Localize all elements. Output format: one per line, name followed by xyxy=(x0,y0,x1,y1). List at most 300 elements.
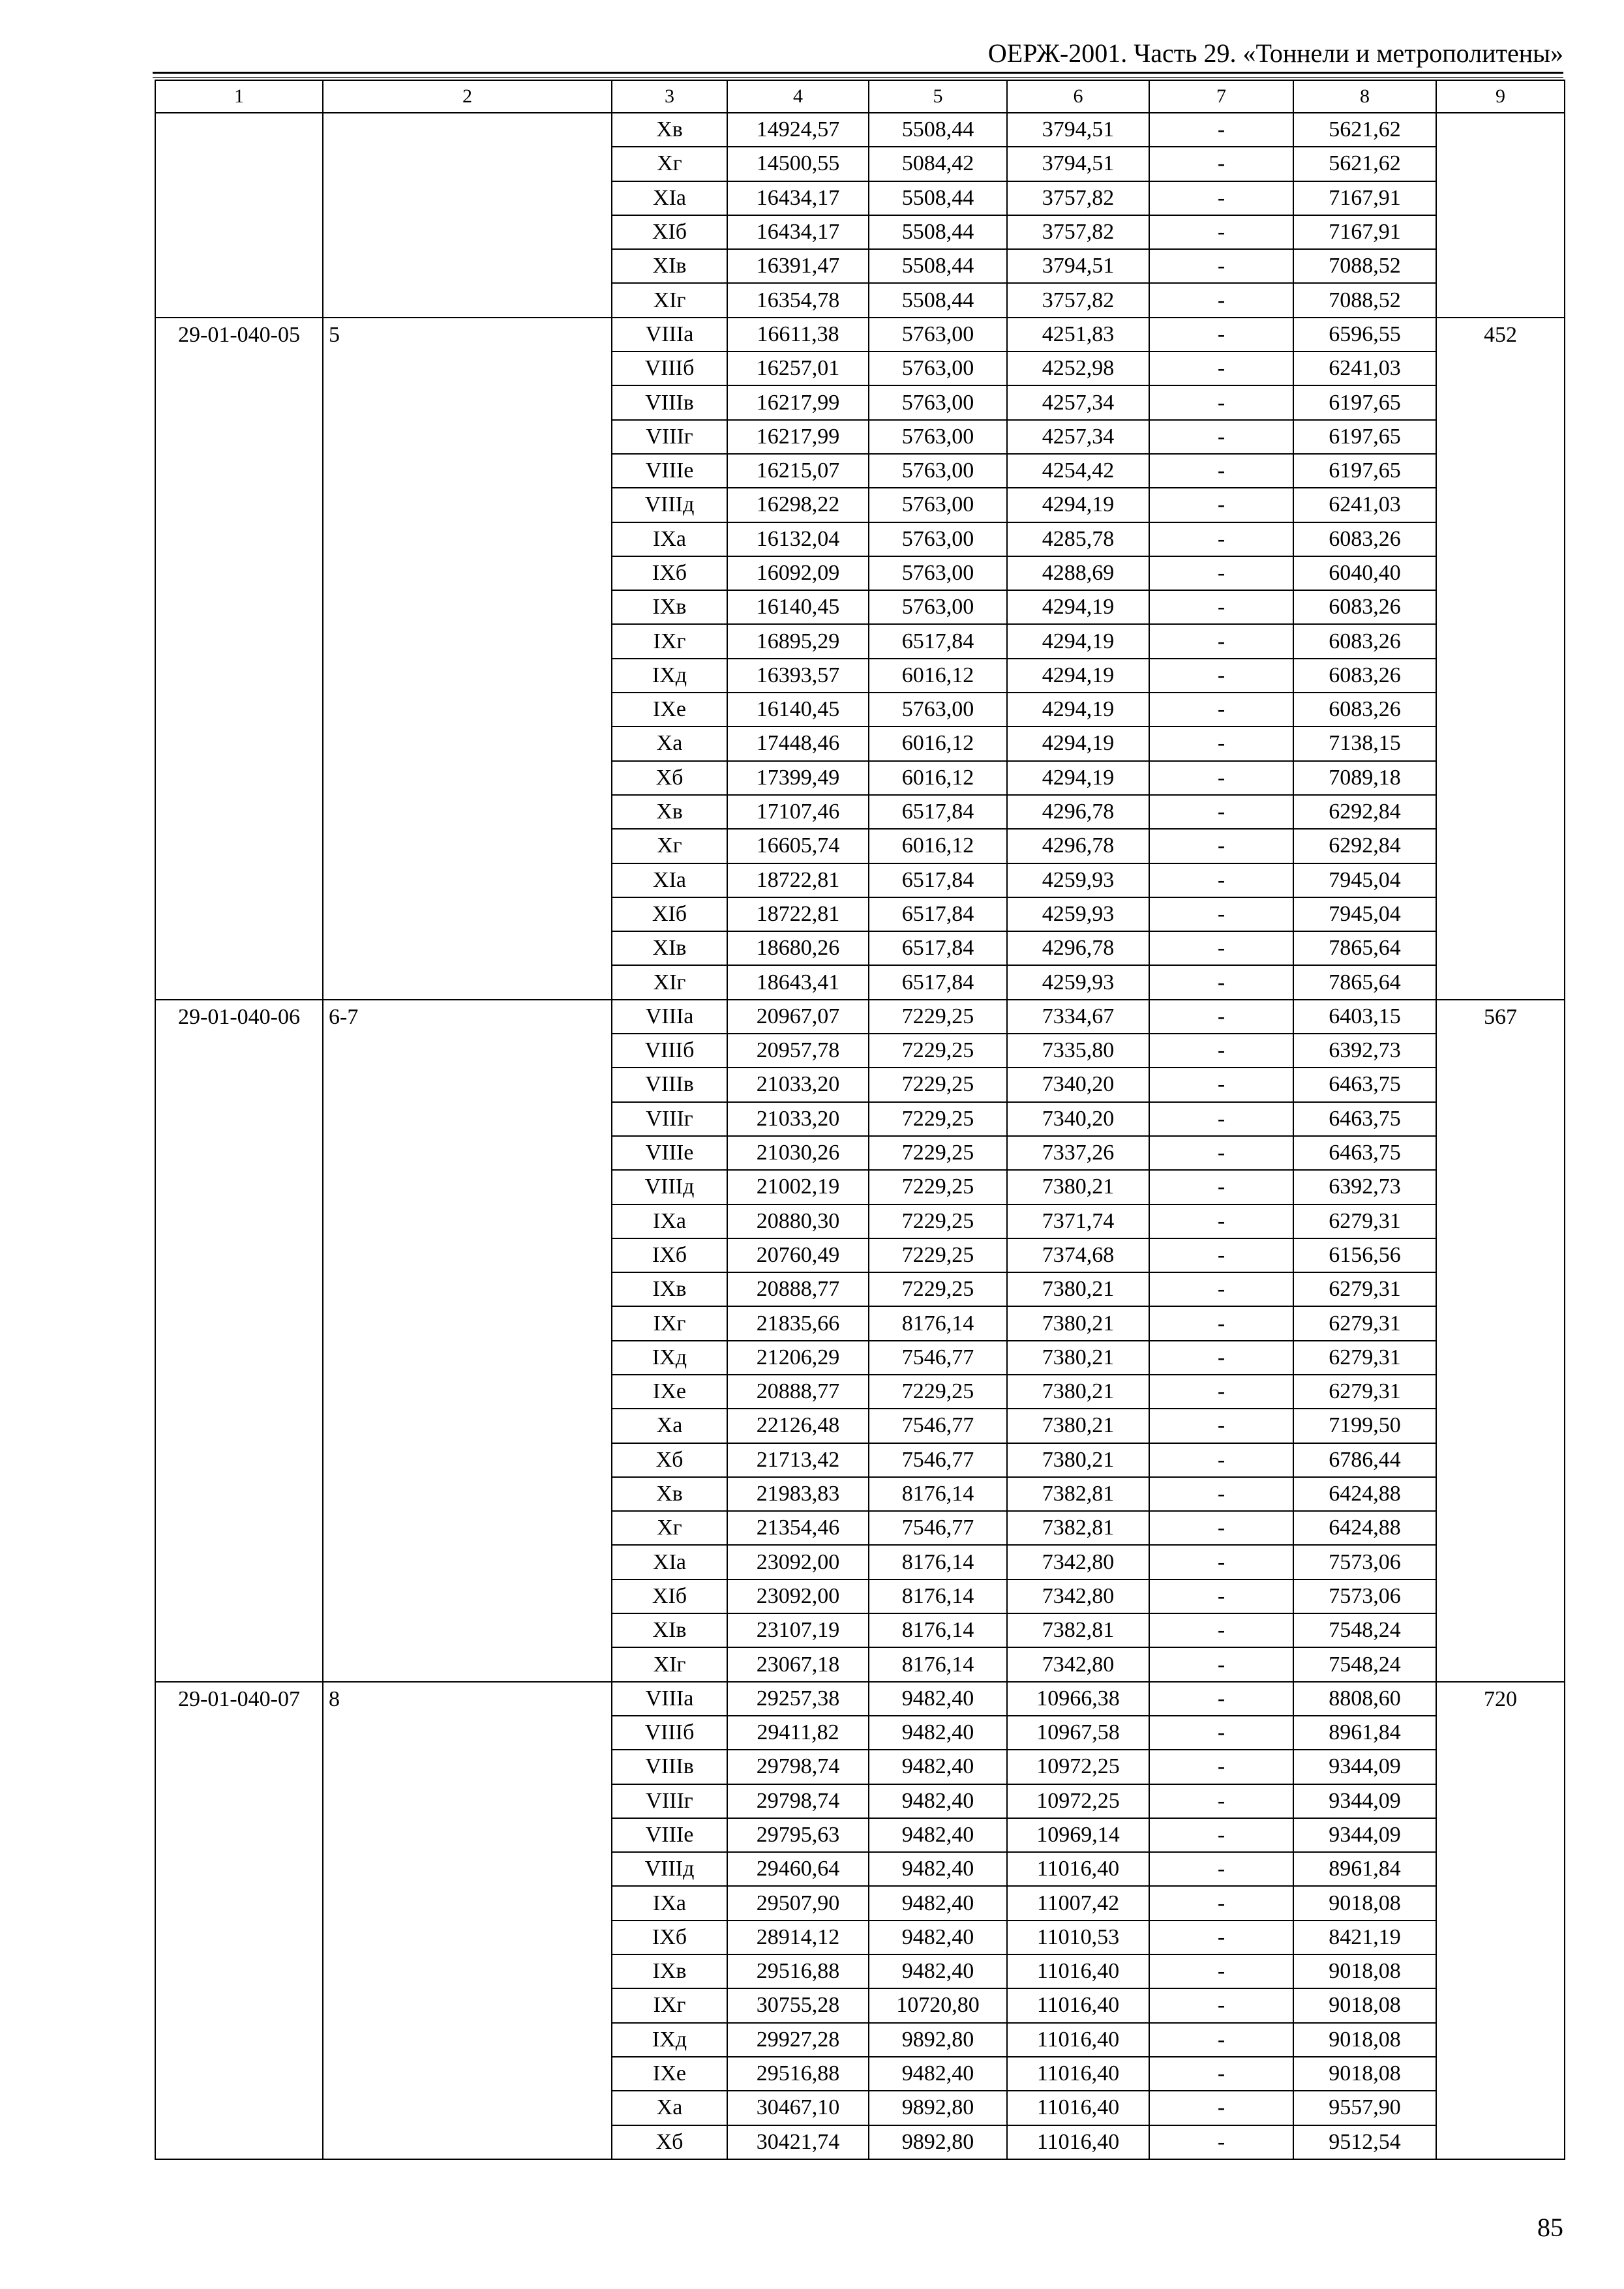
total-cost-cell: 18680,26 xyxy=(727,931,869,965)
machine-cost-cell: 10969,14 xyxy=(1007,1818,1149,1852)
header-rule-thin xyxy=(153,77,1563,78)
wages-cell: 8176,14 xyxy=(869,1647,1007,1681)
category-cell: IХб xyxy=(612,1238,727,1272)
total-cost-cell: 29411,82 xyxy=(727,1716,869,1750)
machine-cost-cell: 10972,25 xyxy=(1007,1750,1149,1784)
wages-cell: 6517,84 xyxy=(869,931,1007,965)
materials-cell: 7089,18 xyxy=(1293,761,1436,795)
category-cell: ХIа xyxy=(612,863,727,897)
materials-cell: 7865,64 xyxy=(1293,931,1436,965)
wages-cell: 5508,44 xyxy=(869,283,1007,317)
machine-cost-cell: 3794,51 xyxy=(1007,249,1149,283)
total-cost-cell: 16393,57 xyxy=(727,659,869,693)
category-cell: VIIIа xyxy=(612,1682,727,1716)
machinist-wages-cell: - xyxy=(1149,1409,1293,1443)
machine-cost-cell: 7382,81 xyxy=(1007,1613,1149,1647)
wages-cell: 7229,25 xyxy=(869,1102,1007,1136)
materials-cell: 6392,73 xyxy=(1293,1034,1436,1068)
category-cell: VIIIд xyxy=(612,488,727,522)
machine-cost-cell: 7380,21 xyxy=(1007,1272,1149,1306)
machinist-wages-cell: - xyxy=(1149,1784,1293,1818)
materials-cell: 9557,90 xyxy=(1293,2091,1436,2125)
total-cost-cell: 21354,46 xyxy=(727,1511,869,1545)
machine-cost-cell: 11010,53 xyxy=(1007,1921,1149,1954)
total-cost-cell: 16217,99 xyxy=(727,420,869,454)
category-cell: IХг xyxy=(612,1988,727,2022)
machine-cost-cell: 11007,42 xyxy=(1007,1886,1149,1920)
machinist-wages-cell: - xyxy=(1149,1238,1293,1272)
total-cost-cell: 29257,38 xyxy=(727,1682,869,1716)
total-cost-cell: 16605,74 xyxy=(727,829,869,863)
materials-cell: 6292,84 xyxy=(1293,829,1436,863)
materials-cell: 9512,54 xyxy=(1293,2125,1436,2159)
machine-cost-cell: 11016,40 xyxy=(1007,1988,1149,2022)
total-cost-cell: 17448,46 xyxy=(727,726,869,760)
materials-cell: 6786,44 xyxy=(1293,1443,1436,1477)
materials-cell: 7167,91 xyxy=(1293,215,1436,249)
total-cost-cell: 29927,28 xyxy=(727,2023,869,2057)
category-cell: IХг xyxy=(612,1306,727,1340)
wages-cell: 5763,00 xyxy=(869,352,1007,385)
machinist-wages-cell: - xyxy=(1149,488,1293,522)
materials-cell: 8961,84 xyxy=(1293,1716,1436,1750)
category-cell: VIIIг xyxy=(612,420,727,454)
machine-cost-cell: 4257,34 xyxy=(1007,420,1149,454)
machine-cost-cell: 10967,58 xyxy=(1007,1716,1149,1750)
machinist-wages-cell: - xyxy=(1149,1988,1293,2022)
category-cell: Хб xyxy=(612,761,727,795)
category-cell: VIIIа xyxy=(612,318,727,352)
machine-cost-cell: 3794,51 xyxy=(1007,147,1149,181)
wages-cell: 5508,44 xyxy=(869,113,1007,147)
materials-cell: 6279,31 xyxy=(1293,1204,1436,1238)
materials-cell: 6424,88 xyxy=(1293,1511,1436,1545)
category-cell: VIIIб xyxy=(612,352,727,385)
machinist-wages-cell: - xyxy=(1149,1170,1293,1204)
category-cell: VIIIе xyxy=(612,1136,727,1170)
materials-cell: 6197,65 xyxy=(1293,385,1436,419)
machinist-wages-cell: - xyxy=(1149,863,1293,897)
machinist-wages-cell: - xyxy=(1149,1613,1293,1647)
category-cell: VIIIд xyxy=(612,1852,727,1886)
wages-cell: 9892,80 xyxy=(869,2023,1007,2057)
total-cost-cell: 21713,42 xyxy=(727,1443,869,1477)
wages-cell: 5763,00 xyxy=(869,488,1007,522)
category-cell: VIIIв xyxy=(612,1750,727,1784)
length-cell: 8 xyxy=(323,1682,612,2159)
total-cost-cell: 20888,77 xyxy=(727,1272,869,1306)
machinist-wages-cell: - xyxy=(1149,215,1293,249)
total-cost-cell: 16092,09 xyxy=(727,556,869,590)
wages-cell: 9482,40 xyxy=(869,1954,1007,1988)
total-cost-cell: 21002,19 xyxy=(727,1170,869,1204)
machinist-wages-cell: - xyxy=(1149,897,1293,931)
wages-cell: 7229,25 xyxy=(869,1000,1007,1034)
total-cost-cell: 18643,41 xyxy=(727,965,869,999)
category-cell: IХа xyxy=(612,1886,727,1920)
materials-cell: 9344,09 xyxy=(1293,1818,1436,1852)
wages-cell: 9482,40 xyxy=(869,1852,1007,1886)
labor-cell xyxy=(1436,113,1565,318)
machine-cost-cell: 4252,98 xyxy=(1007,352,1149,385)
wages-cell: 7229,25 xyxy=(869,1136,1007,1170)
total-cost-cell: 16132,04 xyxy=(727,522,869,556)
materials-cell: 6156,56 xyxy=(1293,1238,1436,1272)
machine-cost-cell: 4259,93 xyxy=(1007,863,1149,897)
category-cell: Хб xyxy=(612,1443,727,1477)
wages-cell: 7229,25 xyxy=(869,1272,1007,1306)
category-cell: IХе xyxy=(612,2057,727,2091)
category-cell: VIIIб xyxy=(612,1034,727,1068)
machinist-wages-cell: - xyxy=(1149,1818,1293,1852)
column-number-2: 2 xyxy=(323,80,612,113)
materials-cell: 6083,26 xyxy=(1293,522,1436,556)
machinist-wages-cell: - xyxy=(1149,283,1293,317)
category-cell: VIIIе xyxy=(612,454,727,488)
category-cell: IХв xyxy=(612,1272,727,1306)
materials-cell: 6463,75 xyxy=(1293,1102,1436,1136)
total-cost-cell: 16434,17 xyxy=(727,181,869,215)
machine-cost-cell: 4294,19 xyxy=(1007,659,1149,693)
table-row xyxy=(155,318,1565,352)
wages-cell: 7229,25 xyxy=(869,1034,1007,1068)
category-cell: ХIв xyxy=(612,1613,727,1647)
machine-cost-cell: 7342,80 xyxy=(1007,1647,1149,1681)
machine-cost-cell: 7374,68 xyxy=(1007,1238,1149,1272)
column-number-4: 4 xyxy=(727,80,869,113)
category-cell: ХIа xyxy=(612,1545,727,1579)
machine-cost-cell: 4296,78 xyxy=(1007,795,1149,829)
category-cell: Ха xyxy=(612,1409,727,1443)
wages-cell: 5508,44 xyxy=(869,215,1007,249)
machinist-wages-cell: - xyxy=(1149,2023,1293,2057)
wages-cell: 5508,44 xyxy=(869,181,1007,215)
category-cell: Ха xyxy=(612,726,727,760)
machinist-wages-cell: - xyxy=(1149,1852,1293,1886)
machinist-wages-cell: - xyxy=(1149,761,1293,795)
total-cost-cell: 17107,46 xyxy=(727,795,869,829)
machinist-wages-cell: - xyxy=(1149,352,1293,385)
total-cost-cell: 16298,22 xyxy=(727,488,869,522)
wages-cell: 6016,12 xyxy=(869,829,1007,863)
materials-cell: 6197,65 xyxy=(1293,454,1436,488)
machinist-wages-cell: - xyxy=(1149,1204,1293,1238)
table-row xyxy=(155,1000,1565,1034)
wages-cell: 9482,40 xyxy=(869,1682,1007,1716)
machine-cost-cell: 4294,19 xyxy=(1007,693,1149,726)
total-cost-cell: 20880,30 xyxy=(727,1204,869,1238)
machine-cost-cell: 11016,40 xyxy=(1007,1954,1149,1988)
machine-cost-cell: 11016,40 xyxy=(1007,1852,1149,1886)
category-cell: ХIг xyxy=(612,965,727,999)
wages-cell: 9482,40 xyxy=(869,1818,1007,1852)
category-cell: IХа xyxy=(612,522,727,556)
category-cell: ХIв xyxy=(612,249,727,283)
machinist-wages-cell: - xyxy=(1149,965,1293,999)
total-cost-cell: 21030,26 xyxy=(727,1136,869,1170)
machinist-wages-cell: - xyxy=(1149,1443,1293,1477)
wages-cell: 6016,12 xyxy=(869,761,1007,795)
machinist-wages-cell: - xyxy=(1149,1682,1293,1716)
materials-cell: 8961,84 xyxy=(1293,1852,1436,1886)
wages-cell: 6517,84 xyxy=(869,863,1007,897)
machine-cost-cell: 4296,78 xyxy=(1007,829,1149,863)
wages-cell: 8176,14 xyxy=(869,1545,1007,1579)
machinist-wages-cell: - xyxy=(1149,1579,1293,1613)
category-cell: IХд xyxy=(612,659,727,693)
machinist-wages-cell: - xyxy=(1149,693,1293,726)
machinist-wages-cell: - xyxy=(1149,249,1293,283)
total-cost-cell: 18722,81 xyxy=(727,863,869,897)
machinist-wages-cell: - xyxy=(1149,1102,1293,1136)
wages-cell: 8176,14 xyxy=(869,1579,1007,1613)
wages-cell: 7229,25 xyxy=(869,1204,1007,1238)
machine-cost-cell: 4294,19 xyxy=(1007,624,1149,658)
total-cost-cell: 16217,99 xyxy=(727,385,869,419)
machine-cost-cell: 11016,40 xyxy=(1007,2125,1149,2159)
wages-cell: 5763,00 xyxy=(869,693,1007,726)
total-cost-cell: 20760,49 xyxy=(727,1238,869,1272)
column-number-6: 6 xyxy=(1007,80,1149,113)
materials-cell: 9018,08 xyxy=(1293,1954,1436,1988)
materials-cell: 9018,08 xyxy=(1293,1886,1436,1920)
machinist-wages-cell: - xyxy=(1149,829,1293,863)
machine-cost-cell: 7340,20 xyxy=(1007,1068,1149,1101)
materials-cell: 9018,08 xyxy=(1293,2057,1436,2091)
machinist-wages-cell: - xyxy=(1149,1375,1293,1409)
materials-cell: 8808,60 xyxy=(1293,1682,1436,1716)
machine-cost-cell: 7371,74 xyxy=(1007,1204,1149,1238)
category-cell: Хг xyxy=(612,829,727,863)
machine-cost-cell: 3757,82 xyxy=(1007,215,1149,249)
machine-cost-cell: 7380,21 xyxy=(1007,1409,1149,1443)
machinist-wages-cell: - xyxy=(1149,1341,1293,1375)
machinist-wages-cell: - xyxy=(1149,1716,1293,1750)
machinist-wages-cell: - xyxy=(1149,1545,1293,1579)
materials-cell: 6083,26 xyxy=(1293,590,1436,624)
category-cell: Хг xyxy=(612,147,727,181)
total-cost-cell: 16611,38 xyxy=(727,318,869,352)
machine-cost-cell: 4294,19 xyxy=(1007,761,1149,795)
machinist-wages-cell: - xyxy=(1149,726,1293,760)
machinist-wages-cell: - xyxy=(1149,1647,1293,1681)
total-cost-cell: 21206,29 xyxy=(727,1341,869,1375)
materials-cell: 6392,73 xyxy=(1293,1170,1436,1204)
machinist-wages-cell: - xyxy=(1149,385,1293,419)
wages-cell: 9482,40 xyxy=(869,1716,1007,1750)
machine-cost-cell: 4288,69 xyxy=(1007,556,1149,590)
wages-cell: 6517,84 xyxy=(869,795,1007,829)
total-cost-cell: 16391,47 xyxy=(727,249,869,283)
machine-cost-cell: 7340,20 xyxy=(1007,1102,1149,1136)
category-cell: VIIIг xyxy=(612,1784,727,1818)
length-cell: 6-7 xyxy=(323,1000,612,1682)
total-cost-cell: 29795,63 xyxy=(727,1818,869,1852)
total-cost-cell: 14500,55 xyxy=(727,147,869,181)
column-number-7: 7 xyxy=(1149,80,1293,113)
materials-cell: 7199,50 xyxy=(1293,1409,1436,1443)
wages-cell: 5763,00 xyxy=(869,454,1007,488)
machine-cost-cell: 3757,82 xyxy=(1007,283,1149,317)
machine-cost-cell: 4285,78 xyxy=(1007,522,1149,556)
total-cost-cell: 21835,66 xyxy=(727,1306,869,1340)
materials-cell: 9018,08 xyxy=(1293,2023,1436,2057)
machine-cost-cell: 4259,93 xyxy=(1007,965,1149,999)
total-cost-cell: 29460,64 xyxy=(727,1852,869,1886)
machine-cost-cell: 7342,80 xyxy=(1007,1579,1149,1613)
category-cell: Хв xyxy=(612,1477,727,1511)
materials-cell: 6596,55 xyxy=(1293,318,1436,352)
machine-cost-cell: 4251,83 xyxy=(1007,318,1149,352)
machine-cost-cell: 7380,21 xyxy=(1007,1443,1149,1477)
machine-cost-cell: 7380,21 xyxy=(1007,1341,1149,1375)
rate-code-cell: 29-01-040-05 xyxy=(155,318,323,1000)
machinist-wages-cell: - xyxy=(1149,1750,1293,1784)
wages-cell: 5763,00 xyxy=(869,556,1007,590)
wages-cell: 5763,00 xyxy=(869,522,1007,556)
machinist-wages-cell: - xyxy=(1149,2125,1293,2159)
machine-cost-cell: 7342,80 xyxy=(1007,1545,1149,1579)
category-cell: Хг xyxy=(612,1511,727,1545)
total-cost-cell: 16434,17 xyxy=(727,215,869,249)
materials-cell: 7945,04 xyxy=(1293,863,1436,897)
category-cell: IХе xyxy=(612,1375,727,1409)
materials-cell: 7865,64 xyxy=(1293,965,1436,999)
category-cell: VIIIа xyxy=(612,1000,727,1034)
machinist-wages-cell: - xyxy=(1149,795,1293,829)
category-cell: Хб xyxy=(612,2125,727,2159)
total-cost-cell: 30421,74 xyxy=(727,2125,869,2159)
category-cell: VIIIв xyxy=(612,1068,727,1101)
machinist-wages-cell: - xyxy=(1149,181,1293,215)
machine-cost-cell: 11016,40 xyxy=(1007,2023,1149,2057)
materials-cell: 9018,08 xyxy=(1293,1988,1436,2022)
machine-cost-cell: 10972,25 xyxy=(1007,1784,1149,1818)
category-cell: IХв xyxy=(612,590,727,624)
total-cost-cell: 20967,07 xyxy=(727,1000,869,1034)
materials-cell: 6279,31 xyxy=(1293,1341,1436,1375)
materials-cell: 9344,09 xyxy=(1293,1784,1436,1818)
machine-cost-cell: 7380,21 xyxy=(1007,1375,1149,1409)
category-cell: IХв xyxy=(612,1954,727,1988)
total-cost-cell: 16140,45 xyxy=(727,590,869,624)
wages-cell: 6016,12 xyxy=(869,659,1007,693)
length-cell xyxy=(323,113,612,318)
category-cell: ХIв xyxy=(612,931,727,965)
total-cost-cell: 28914,12 xyxy=(727,1921,869,1954)
total-cost-cell: 29516,88 xyxy=(727,1954,869,1988)
machine-cost-cell: 7337,26 xyxy=(1007,1136,1149,1170)
category-cell: VIIIг xyxy=(612,1102,727,1136)
materials-cell: 6279,31 xyxy=(1293,1306,1436,1340)
machine-cost-cell: 11016,40 xyxy=(1007,2091,1149,2125)
materials-cell: 6083,26 xyxy=(1293,659,1436,693)
materials-cell: 6083,26 xyxy=(1293,693,1436,726)
total-cost-cell: 16215,07 xyxy=(727,454,869,488)
category-cell: Хв xyxy=(612,795,727,829)
wages-cell: 9482,40 xyxy=(869,1886,1007,1920)
machine-cost-cell: 7382,81 xyxy=(1007,1511,1149,1545)
wages-cell: 8176,14 xyxy=(869,1477,1007,1511)
machine-cost-cell: 4257,34 xyxy=(1007,385,1149,419)
total-cost-cell: 14924,57 xyxy=(727,113,869,147)
total-cost-cell: 17399,49 xyxy=(727,761,869,795)
materials-cell: 6463,75 xyxy=(1293,1068,1436,1101)
rate-code-cell: 29-01-040-07 xyxy=(155,1682,323,2159)
machinist-wages-cell: - xyxy=(1149,113,1293,147)
rate-code-cell xyxy=(155,113,323,318)
category-cell: Ха xyxy=(612,2091,727,2125)
materials-cell: 6463,75 xyxy=(1293,1136,1436,1170)
materials-cell: 5621,62 xyxy=(1293,147,1436,181)
materials-cell: 7573,06 xyxy=(1293,1545,1436,1579)
machine-cost-cell: 7380,21 xyxy=(1007,1306,1149,1340)
wages-cell: 6517,84 xyxy=(869,624,1007,658)
machine-cost-cell: 4296,78 xyxy=(1007,931,1149,965)
machinist-wages-cell: - xyxy=(1149,590,1293,624)
labor-cell: 567 xyxy=(1436,1000,1565,1682)
category-cell: IХе xyxy=(612,693,727,726)
category-cell: Хв xyxy=(612,113,727,147)
wages-cell: 9482,40 xyxy=(869,1784,1007,1818)
wages-cell: 7546,77 xyxy=(869,1511,1007,1545)
category-cell: ХIг xyxy=(612,1647,727,1681)
column-number-row xyxy=(155,80,1565,113)
category-cell: IХб xyxy=(612,556,727,590)
wages-cell: 5763,00 xyxy=(869,420,1007,454)
total-cost-cell: 29507,90 xyxy=(727,1886,869,1920)
wages-cell: 9482,40 xyxy=(869,1921,1007,1954)
machinist-wages-cell: - xyxy=(1149,147,1293,181)
machinist-wages-cell: - xyxy=(1149,1034,1293,1068)
category-cell: ХIб xyxy=(612,897,727,931)
total-cost-cell: 30467,10 xyxy=(727,2091,869,2125)
machine-cost-cell: 7382,81 xyxy=(1007,1477,1149,1511)
materials-cell: 7945,04 xyxy=(1293,897,1436,931)
total-cost-cell: 23067,18 xyxy=(727,1647,869,1681)
labor-cell: 720 xyxy=(1436,1682,1565,2159)
column-number-3: 3 xyxy=(612,80,727,113)
wages-cell: 6517,84 xyxy=(869,897,1007,931)
total-cost-cell: 22126,48 xyxy=(727,1409,869,1443)
materials-cell: 7138,15 xyxy=(1293,726,1436,760)
wages-cell: 5084,42 xyxy=(869,147,1007,181)
category-cell: IХг xyxy=(612,624,727,658)
category-cell: VIIIв xyxy=(612,385,727,419)
machine-cost-cell: 3757,82 xyxy=(1007,181,1149,215)
machinist-wages-cell: - xyxy=(1149,931,1293,965)
total-cost-cell: 30755,28 xyxy=(727,1988,869,2022)
wages-cell: 7546,77 xyxy=(869,1443,1007,1477)
materials-cell: 5621,62 xyxy=(1293,113,1436,147)
machinist-wages-cell: - xyxy=(1149,1068,1293,1101)
wages-cell: 9482,40 xyxy=(869,2057,1007,2091)
machine-cost-cell: 3794,51 xyxy=(1007,113,1149,147)
materials-cell: 6403,15 xyxy=(1293,1000,1436,1034)
machinist-wages-cell: - xyxy=(1149,1272,1293,1306)
materials-cell: 6292,84 xyxy=(1293,795,1436,829)
machinist-wages-cell: - xyxy=(1149,659,1293,693)
materials-cell: 6083,26 xyxy=(1293,624,1436,658)
machine-cost-cell: 7335,80 xyxy=(1007,1034,1149,1068)
machine-cost-cell: 4254,42 xyxy=(1007,454,1149,488)
page-number: 85 xyxy=(1537,2213,1563,2242)
materials-cell: 9344,09 xyxy=(1293,1750,1436,1784)
machinist-wages-cell: - xyxy=(1149,1886,1293,1920)
total-cost-cell: 21033,20 xyxy=(727,1102,869,1136)
wages-cell: 5763,00 xyxy=(869,590,1007,624)
price-table xyxy=(155,80,1565,2160)
